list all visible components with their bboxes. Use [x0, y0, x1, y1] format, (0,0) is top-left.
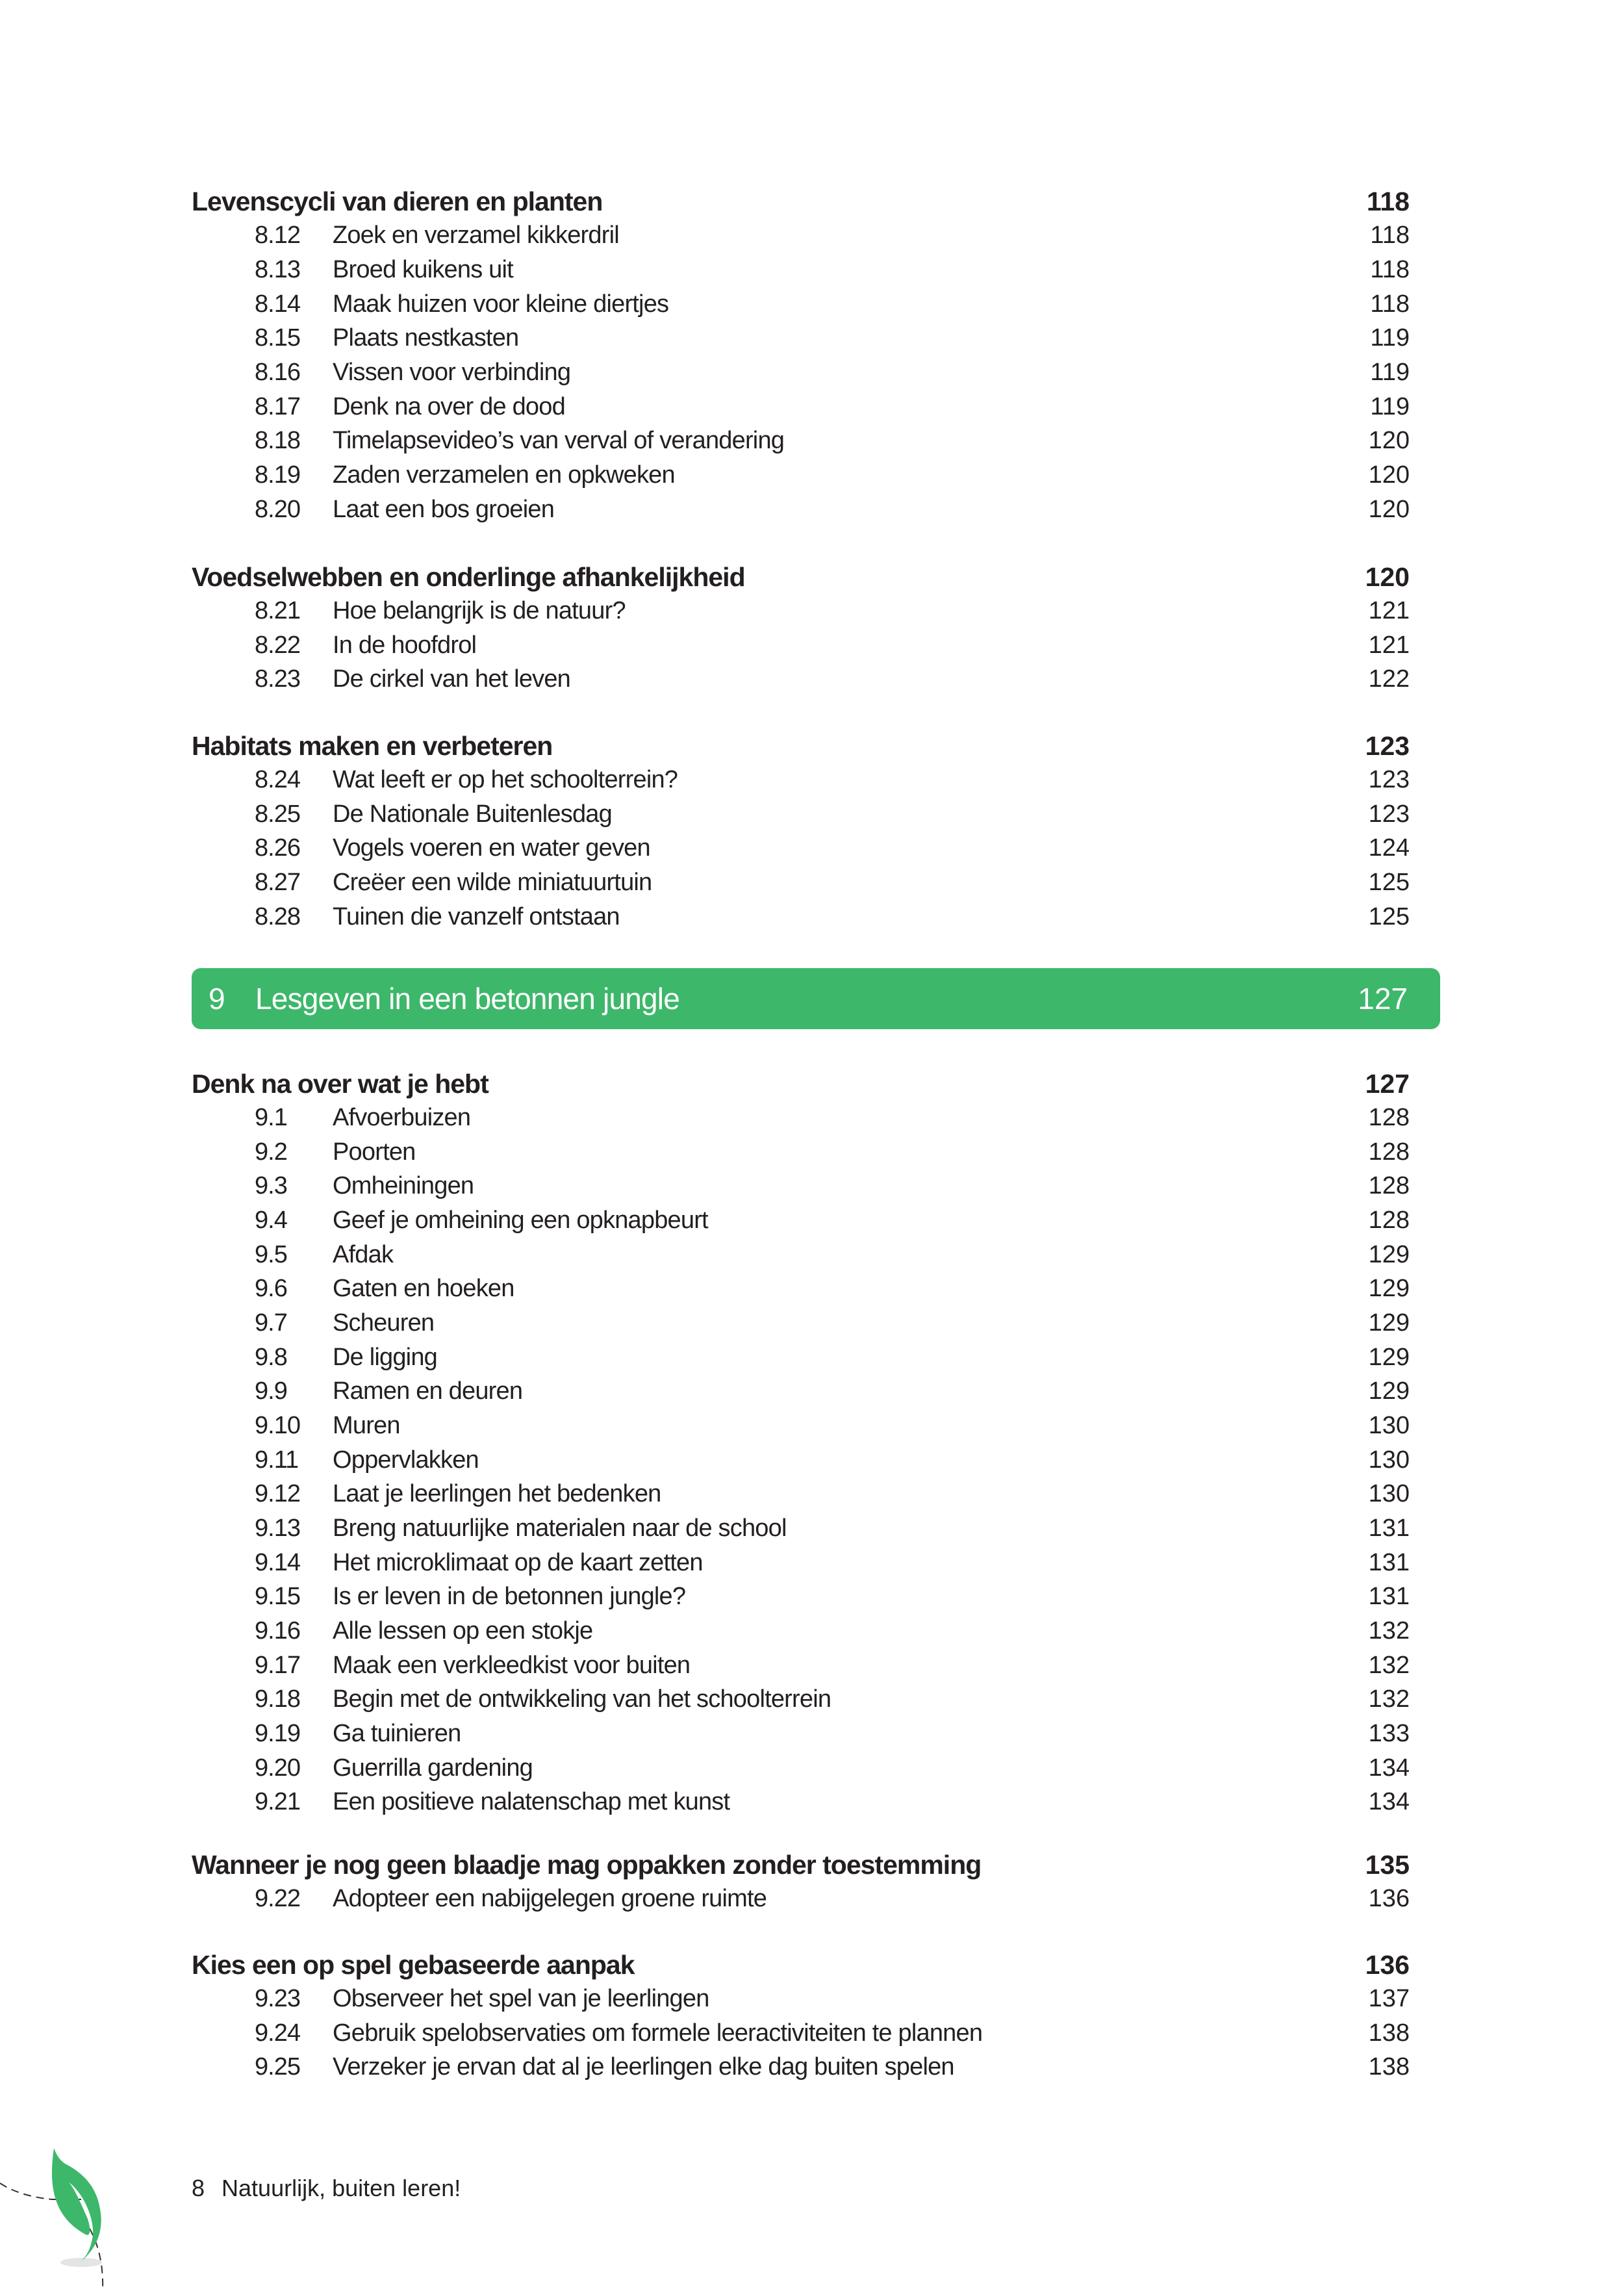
entry-page: 129 — [1368, 1241, 1410, 1268]
entry-number: 8.13 — [255, 256, 300, 283]
entry-number: 9.25 — [255, 2053, 300, 2080]
entry-page: 132 — [1368, 1617, 1410, 1645]
entry-title: Een positieve nalatenschap met kunst — [333, 1788, 730, 1815]
toc-entry[interactable] — [192, 1340, 1410, 1374]
toc-entry[interactable] — [192, 1477, 1410, 1511]
entry-page: 123 — [1368, 800, 1410, 828]
entry-number: 9.10 — [255, 1412, 300, 1439]
book-title: Natuurlijk, buiten leren! — [222, 2175, 461, 2201]
entry-number: 8.15 — [255, 324, 300, 352]
entry-title: Tuinen die vanzelf ontstaan — [333, 903, 620, 930]
entry-number: 8.27 — [255, 869, 300, 896]
entry-title: Laat een bos groeien — [333, 496, 555, 523]
toc-entry[interactable] — [192, 865, 1410, 899]
toc-entry[interactable] — [192, 1648, 1410, 1682]
entry-title: Guerrilla gardening — [333, 1754, 533, 1782]
entry-page: 132 — [1368, 1652, 1410, 1679]
toc-entry[interactable] — [192, 763, 1410, 797]
entry-page: 131 — [1368, 1583, 1410, 1610]
section-page: 135 — [1365, 1850, 1410, 1880]
entry-title: Maak een verkleedkist voor buiten — [333, 1652, 691, 1679]
entry-title: De Nationale Buitenlesdag — [333, 800, 612, 828]
toc-entry[interactable] — [192, 594, 1410, 628]
entry-page: 131 — [1368, 1515, 1410, 1542]
toc-entry[interactable] — [192, 1982, 1410, 2016]
section-title: Habitats maken en verbeteren — [192, 731, 553, 761]
leaf-icon — [0, 2099, 169, 2291]
toc-entry[interactable] — [192, 218, 1410, 252]
entry-number: 8.28 — [255, 903, 300, 930]
toc-section-heading[interactable] — [192, 1066, 1410, 1102]
toc-entry[interactable] — [192, 1580, 1410, 1613]
entry-number: 9.3 — [255, 1172, 287, 1199]
entry-title: Vissen voor verbinding — [333, 359, 571, 386]
toc-section-heading[interactable] — [192, 183, 1410, 220]
entry-page: 137 — [1368, 1985, 1410, 2012]
entry-page: 130 — [1368, 1446, 1410, 1474]
entry-title: Timelapsevideo’s van verval of verandering — [333, 427, 785, 454]
entry-page: 129 — [1368, 1309, 1410, 1337]
entry-title: Is er leven in de betonnen jungle? — [333, 1583, 686, 1610]
entry-number: 9.5 — [255, 1241, 287, 1268]
entry-title: Scheuren — [333, 1309, 435, 1337]
section-page: 136 — [1365, 1950, 1410, 1980]
section-title: Kies een op spel gebaseerde aanpak — [192, 1950, 635, 1980]
entry-page: 131 — [1368, 1549, 1410, 1576]
entry-title: Afdak — [333, 1241, 394, 1268]
entry-number: 9.6 — [255, 1275, 287, 1302]
entry-number: 8.20 — [255, 496, 300, 523]
entry-number: 9.22 — [255, 1885, 300, 1912]
entry-number: 9.23 — [255, 1985, 300, 2012]
entry-number: 9.19 — [255, 1720, 300, 1747]
entry-number: 8.21 — [255, 597, 300, 624]
entry-number: 9.11 — [255, 1446, 299, 1474]
entry-page: 134 — [1368, 1788, 1410, 1815]
entry-page: 129 — [1368, 1377, 1410, 1405]
toc-entry[interactable] — [192, 1546, 1410, 1580]
toc-entry[interactable] — [192, 458, 1410, 492]
entry-page: 120 — [1368, 461, 1410, 489]
entry-number: 9.15 — [255, 1583, 300, 1610]
entry-number: 8.23 — [255, 665, 300, 693]
entry-title: Plaats nestkasten — [333, 324, 519, 352]
toc-section-heading[interactable] — [192, 1947, 1410, 1983]
entry-title: Omheiningen — [333, 1172, 474, 1199]
entry-title: Observeer het spel van je leerlingen — [333, 1985, 709, 2012]
entry-page: 118 — [1370, 290, 1410, 318]
entry-title: Laat je leerlingen het bedenken — [333, 1480, 661, 1507]
toc-entry[interactable] — [192, 1306, 1410, 1340]
entry-number: 9.14 — [255, 1549, 300, 1576]
entry-number: 9.7 — [255, 1309, 287, 1337]
chapter-page: 127 — [1358, 982, 1408, 1016]
entry-title: Denk na over de dood — [333, 393, 565, 420]
toc-entry[interactable] — [192, 1374, 1410, 1408]
entry-page: 129 — [1368, 1344, 1410, 1371]
entry-page: 121 — [1368, 632, 1410, 659]
toc-entry[interactable] — [192, 1169, 1410, 1203]
entry-page: 118 — [1370, 256, 1410, 283]
entry-number: 8.17 — [255, 393, 300, 420]
entry-title: Creëer een wilde miniatuurtuin — [333, 869, 652, 896]
entry-number: 9.18 — [255, 1685, 300, 1713]
entry-title: Het microklimaat op de kaart zetten — [333, 1549, 703, 1576]
entry-title: Vogels voeren en water geven — [333, 834, 650, 862]
entry-page: 120 — [1368, 427, 1410, 454]
entry-number: 9.9 — [255, 1377, 287, 1405]
toc-entry[interactable] — [192, 1238, 1410, 1272]
toc-entry[interactable] — [192, 628, 1410, 662]
entry-page: 128 — [1368, 1172, 1410, 1199]
entry-title: Verzeker je ervan dat al je leerlingen elke dag buiten spelen — [333, 2053, 954, 2080]
entry-number: 8.19 — [255, 461, 300, 489]
entry-number: 9.4 — [255, 1207, 287, 1234]
entry-number: 9.2 — [255, 1138, 287, 1166]
section-title: Voedselwebben en onderlinge afhankelijkheid — [192, 562, 745, 592]
entry-number: 8.24 — [255, 766, 300, 793]
toc-entry[interactable] — [192, 1203, 1410, 1237]
entry-page: 130 — [1368, 1412, 1410, 1439]
entry-title: Maak huizen voor kleine diertjes — [333, 290, 669, 318]
toc-entry[interactable] — [192, 1135, 1410, 1169]
entry-title: Zoek en verzamel kikkerdril — [333, 222, 619, 249]
entry-page: 118 — [1370, 222, 1410, 249]
entry-title: Poorten — [333, 1138, 416, 1166]
toc-entry[interactable] — [192, 1409, 1410, 1442]
entry-page: 125 — [1368, 903, 1410, 930]
entry-title: Adopteer een nabijgelegen groene ruimte — [333, 1885, 767, 1912]
entry-title: Zaden verzamelen en opkweken — [333, 461, 675, 489]
toc-entry[interactable] — [192, 355, 1410, 389]
toc-entry[interactable] — [192, 1443, 1410, 1477]
toc-section-heading[interactable] — [192, 559, 1410, 595]
entry-title: Afvoerbuizen — [333, 1104, 471, 1131]
entry-title: Alle lessen op een stokje — [333, 1617, 593, 1645]
entry-title: De ligging — [333, 1344, 437, 1371]
section-page: 120 — [1365, 562, 1410, 592]
chapter-number: 9 — [209, 982, 225, 1016]
section-page: 118 — [1366, 186, 1410, 216]
toc-entry[interactable] — [192, 424, 1410, 457]
entry-number: 8.14 — [255, 290, 300, 318]
entry-title: Geef je omheining een opknapbeurt — [333, 1207, 708, 1234]
entry-title: Begin met de ontwikkeling van het schoolterrein — [333, 1685, 831, 1713]
entry-page: 120 — [1368, 496, 1410, 523]
entry-number: 9.20 — [255, 1754, 300, 1782]
toc-entry[interactable] — [192, 1717, 1410, 1750]
toc-entry[interactable] — [192, 1785, 1410, 1819]
entry-number: 9.1 — [255, 1104, 287, 1131]
entry-page: 130 — [1368, 1480, 1410, 1507]
toc-entry[interactable] — [192, 662, 1410, 696]
entry-page: 119 — [1370, 324, 1410, 352]
entry-page: 134 — [1368, 1754, 1410, 1782]
entry-page: 132 — [1368, 1685, 1410, 1713]
toc-entry[interactable] — [192, 321, 1410, 355]
entry-page: 125 — [1368, 869, 1410, 896]
entry-page: 124 — [1368, 834, 1410, 862]
entry-title: Oppervlakken — [333, 1446, 479, 1474]
entry-title: Breng natuurlijke materialen naar de school — [333, 1515, 787, 1542]
entry-number: 8.26 — [255, 834, 300, 862]
entry-number: 9.13 — [255, 1515, 300, 1542]
entry-page: 119 — [1370, 359, 1410, 386]
entry-title: Broed kuikens uit — [333, 256, 513, 283]
section-page: 123 — [1365, 731, 1410, 761]
entry-page: 122 — [1368, 665, 1410, 693]
entry-page: 128 — [1368, 1104, 1410, 1131]
entry-title: Ga tuinieren — [333, 1720, 461, 1747]
entry-title: Hoe belangrijk is de natuur? — [333, 597, 626, 624]
page-number: 8 — [192, 2175, 205, 2201]
entry-page: 133 — [1368, 1720, 1410, 1747]
toc-entry[interactable] — [192, 2016, 1410, 2050]
entry-number: 8.12 — [255, 222, 300, 249]
page-footer — [192, 2171, 461, 2205]
toc-entry[interactable] — [192, 1511, 1410, 1545]
toc-entry[interactable] — [192, 2050, 1410, 2084]
toc-entry[interactable] — [192, 900, 1410, 934]
section-page: 127 — [1365, 1069, 1410, 1099]
section-title: Wanneer je nog geen blaadje mag oppakken zonder toestemming — [192, 1850, 982, 1880]
toc-entry[interactable] — [192, 1614, 1410, 1648]
entry-number: 9.21 — [255, 1788, 300, 1815]
chapter-heading-bar[interactable] — [192, 968, 1440, 1029]
section-title: Denk na over wat je hebt — [192, 1069, 488, 1099]
entry-page: 128 — [1368, 1207, 1410, 1234]
entry-page: 128 — [1368, 1138, 1410, 1166]
toc-entry[interactable] — [192, 1272, 1410, 1305]
entry-number: 8.18 — [255, 427, 300, 454]
toc-entry[interactable] — [192, 1101, 1410, 1134]
toc-entry[interactable] — [192, 1682, 1410, 1716]
entry-title: Wat leeft er op het schoolterrein? — [333, 766, 678, 793]
entry-page: 129 — [1368, 1275, 1410, 1302]
entry-number: 9.12 — [255, 1480, 300, 1507]
section-title: Levenscycli van dieren en planten — [192, 186, 603, 216]
entry-number: 8.22 — [255, 632, 300, 659]
entry-page: 123 — [1368, 766, 1410, 793]
entry-title: Muren — [333, 1412, 400, 1439]
toc-section-heading[interactable] — [192, 1847, 1410, 1883]
toc-entry[interactable] — [192, 797, 1410, 831]
toc-entry[interactable] — [192, 287, 1410, 321]
toc-section-heading[interactable] — [192, 728, 1410, 764]
toc-entry[interactable] — [192, 493, 1410, 526]
entry-title: De cirkel van het leven — [333, 665, 571, 693]
entry-number: 8.25 — [255, 800, 300, 828]
entry-number: 9.16 — [255, 1617, 300, 1645]
toc-entry[interactable] — [192, 390, 1410, 424]
entry-number: 9.24 — [255, 2019, 300, 2047]
entry-page: 138 — [1368, 2053, 1410, 2080]
entry-title: Gebruik spelobservaties om formele leeractiviteiten te plannen — [333, 2019, 983, 2047]
toc-entry[interactable] — [192, 831, 1410, 865]
entry-page: 138 — [1368, 2019, 1410, 2047]
entry-number: 8.16 — [255, 359, 300, 386]
toc-entry[interactable] — [192, 1751, 1410, 1785]
entry-number: 9.17 — [255, 1652, 300, 1679]
entry-title: Ramen en deuren — [333, 1377, 523, 1405]
entry-title: In de hoofdrol — [333, 632, 477, 659]
entry-title: Gaten en hoeken — [333, 1275, 514, 1302]
entry-page: 119 — [1370, 393, 1410, 420]
toc-entry[interactable] — [192, 1882, 1410, 1915]
entry-page: 121 — [1368, 597, 1410, 624]
toc-entry[interactable] — [192, 253, 1410, 287]
chapter-title: Lesgeven in een betonnen jungle — [255, 982, 680, 1016]
entry-page: 136 — [1368, 1885, 1410, 1912]
entry-number: 9.8 — [255, 1344, 287, 1371]
